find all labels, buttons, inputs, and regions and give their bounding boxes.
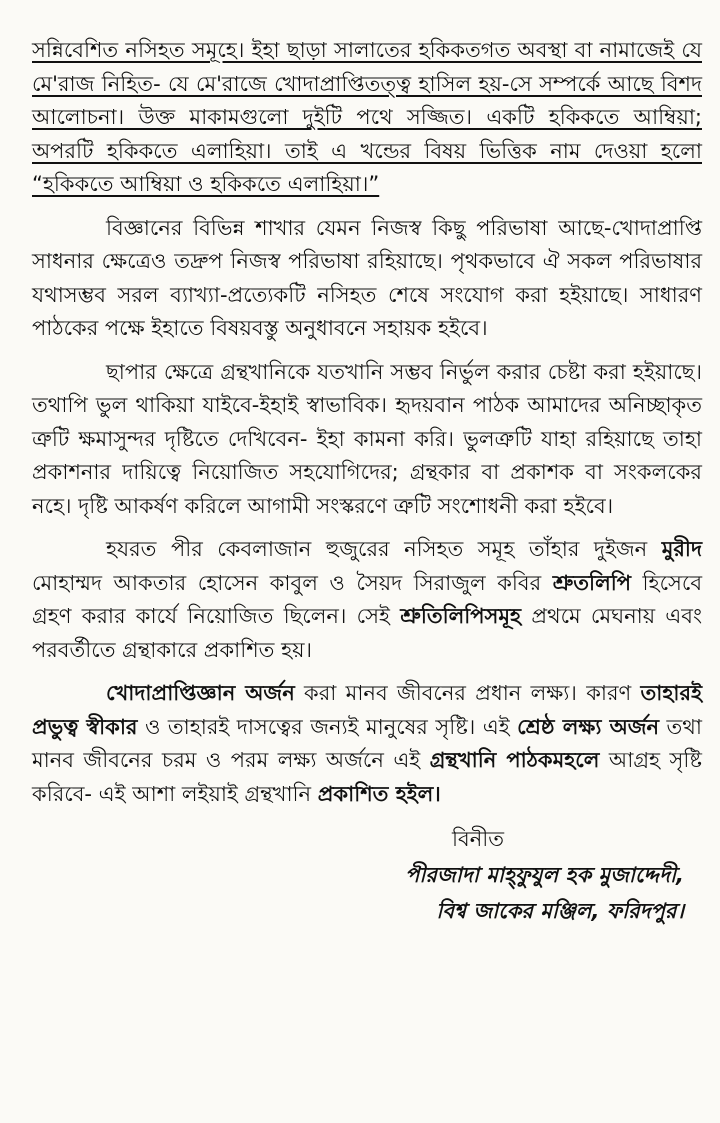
- transcription-text-1: হযরত পীর কেবলাজান হুজুরের নসিহত সমূহ তাঁহার দুইজন: [106, 537, 648, 561]
- transcription-text-4: প্রথমে মেঘনায় এবং পরবর্তীতে গ্রন্থাকারে প্রকাশিত হয়।: [32, 604, 703, 662]
- purpose-paragraph: [32, 677, 702, 811]
- transcription-bold-shrutalipi: শ্রুতলিপি: [552, 570, 631, 595]
- purpose-bold-2: তাহারই প্রভুত্ব স্বীকার: [32, 681, 702, 739]
- intro-paragraph: [32, 34, 702, 202]
- purpose-bold-5: প্রকাশিত হইল।: [317, 781, 441, 806]
- printing-errors-text: ছাপার ক্ষেত্রে গ্রন্থখানিকে যতখানি সম্ভব নির্ভুল করার চেষ্টা করা হইয়াছে। তথাপি ভুল থাকিয়া যাইবে-ইহাই স্বাভাবিক। হৃদয়বান পাঠক আমাদের অনিচ্ছাকৃত ত্রুটি ক্ষমাসুন্দর দৃষ্টিতে দেখিবেন- ইহা কামনা করি। ভুলত্রুটি যাহা রহিয়াছে তাহা প্রকাশনার দায়িত্বে নিয়োজিত সহযোগিদের; গ্রন্থকার বা প্রকাশক বা সংকলকের নহে। দৃষ্টি আকর্ষণ করিলে আগামী সংস্করণে ত্রুটি সংশোধনী করা হইবে।: [32, 359, 702, 518]
- transcription-bold-murid: মুরীদ: [661, 537, 702, 561]
- transcription-text-2: মোহাম্মদ আকতার হোসেন কাবুল ও সৈয়দ সিরাজুল কবির: [32, 570, 553, 595]
- purpose-text-4: আগ্রহ সৃষ্টি করিবে- এই আশা লইয়াই গ্রন্থখানি: [32, 748, 703, 806]
- purpose-bold-3: শ্রেষ্ঠ লক্ষ্য অর্জন: [517, 714, 660, 739]
- terminology-text: বিজ্ঞানের বিভিন্ন শাখার যেমন নিজস্ব কিছু পরিভাষা আছে-খোদাপ্রাপ্তি সাধনার ক্ষেত্রেও তদ্রুপ নিজস্ব পরিভাষা রহিয়াছে। পৃথকভাবে ঐ সকল পরিভাষার যথাসম্ভব সরল ব্যাখ্যা-প্রত্যেকটি নসিহত শেষে সংযোগ করা হইয়াছে। সাধারণ পাঠকের পক্ষে ইহাতে বিষয়বস্তু অনুধাবনে সহায়ক হইবে।: [32, 215, 702, 340]
- transcription-text-3: হিসেবে গ্রহণ করার কার্যে নিয়োজিত ছিলেন। সেই: [32, 570, 703, 628]
- printing-errors-paragraph: [32, 356, 702, 524]
- purpose-text-1: করা মানব জীবনের প্রধান লক্ষ্য। কারণ: [294, 681, 641, 705]
- intro-text: সন্নিবেশিত নসিহত সমূহে। ইহা ছাড়া সালাতের হকিকতগত অবস্থা বা নামাজেই যে মে'রাজ নিহিত- যে মে'রাজে খোদাপ্রাপ্তিতত্ত্ব হাসিল হয়-সে সম্পর্কে আছে বিশদ আলোচনা। উক্ত মাকামগুলো দুইটি পথে সজ্জিত। একটি হকিকতে আম্বিয়া; অপরটি হকিকতে এলাহিয়া। তাই এ খন্ডের বিষয় ভিত্তিক নাম দেওয়া হলো “হকিকতে আম্বিয়া ও হকিকতে এলাহিয়া।”: [32, 38, 702, 196]
- purpose-bold-4: গ্রন্থখানি পাঠকমহলে: [429, 748, 600, 772]
- transcription-paragraph: [32, 533, 702, 667]
- signature-block: [32, 821, 702, 929]
- purpose-text-3: তথা মানব জীবনের চরম ও পরম লক্ষ্য অর্জনে এই: [32, 714, 702, 772]
- signature-title: বিনীত: [452, 827, 504, 851]
- purpose-text-2: ও তাহারই দাসত্বের জন্যই মানুষের সৃষ্টি। এই: [137, 714, 518, 739]
- transcription-bold-shrutilipisamuh: শ্রুতিলিপিসমূহ: [400, 604, 522, 628]
- signature-address: বিশ্ব জাকের মঞ্জিল, ফরিদপুর।: [436, 899, 684, 923]
- terminology-paragraph: [32, 212, 702, 346]
- signature-name: পীরজাদা মাহ্‌ফুযুল হক মুজাদ্দেদী,: [405, 863, 684, 887]
- purpose-bold-1: খোদাপ্রাপ্তিজ্ঞান অর্জন: [106, 681, 295, 705]
- preface-page: [32, 34, 702, 929]
